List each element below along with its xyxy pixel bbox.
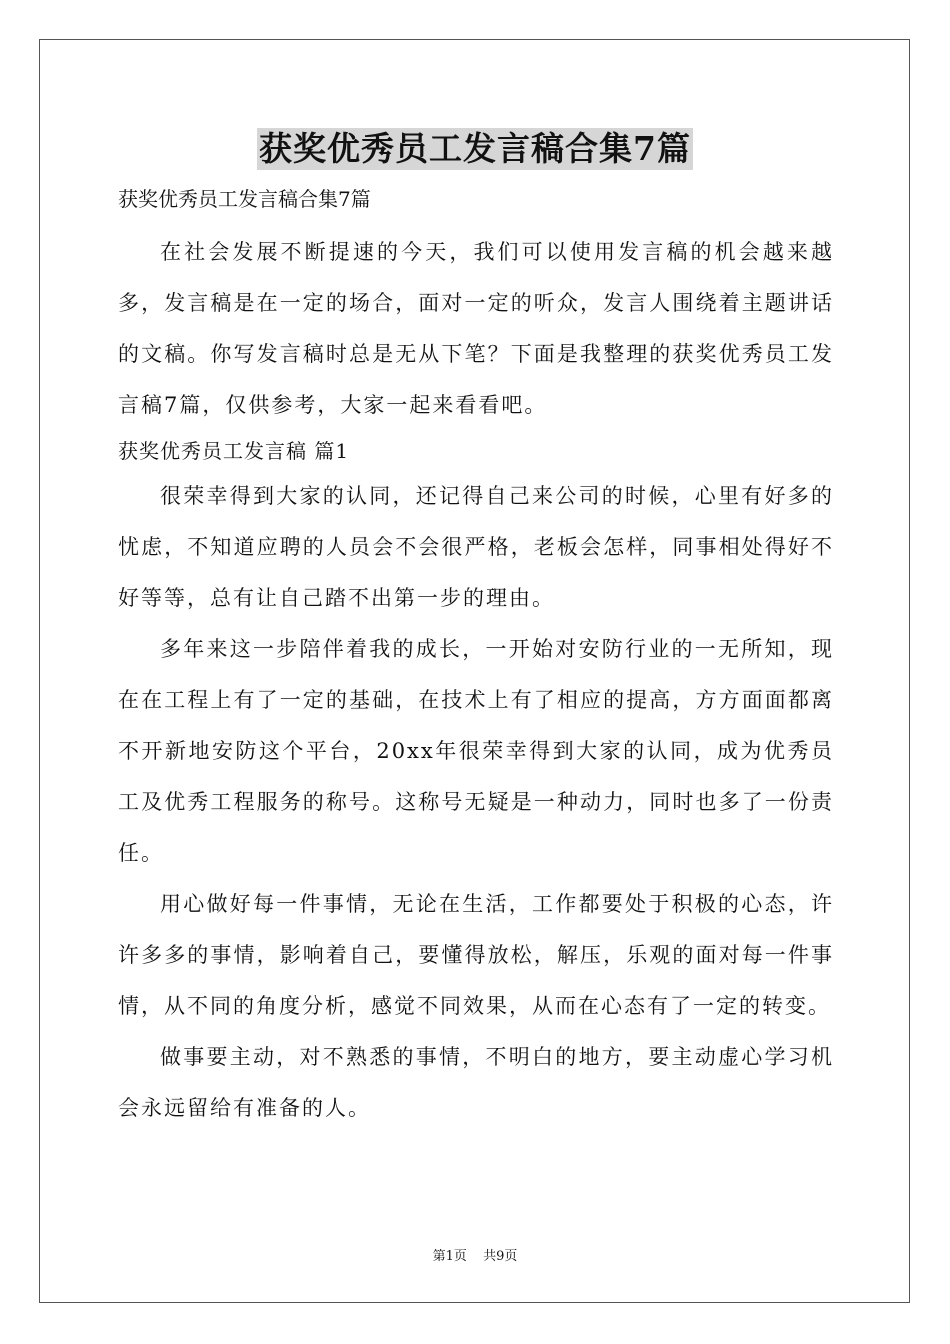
document-subtitle: 获奖优秀员工发言稿合集7篇 xyxy=(118,187,371,211)
page-total: 共9页 xyxy=(483,1249,518,1264)
page-footer xyxy=(0,1245,950,1264)
body-paragraph: 做事要主动，对不熟悉的事情，不明白的地方，要主动虚心学习机会永远留给有准备的人。 xyxy=(118,1045,834,1120)
body-paragraph: 很荣幸得到大家的认同，还记得自己来公司的时候，心里有好多的忧虑，不知道应聘的人员会不会很严格，老板会怎样，同事相处得好不好等等，总有让自己踏不出第一步的理由。 xyxy=(118,484,834,610)
body-paragraph: 用心做好每一件事情，无论在生活，工作都要处于积极的心态，许许多多的事情，影响着自己，要懂得放松，解压，乐观的面对每一件事情，从不同的角度分析，感觉不同效果，从而在心态有了一定的转变。 xyxy=(118,892,834,1018)
section-heading: 获奖优秀员工发言稿 篇1 xyxy=(118,439,350,463)
intro-paragraph: 在社会发展不断提速的今天，我们可以使用发言稿的机会越来越多，发言稿是在一定的场合，面对一定的听众，发言人围绕着主题讲话的文稿。你写发言稿时总是无从下笔？下面是我整理的获奖优秀员工发言稿7篇，仅供参考，大家一起来看看吧。 xyxy=(118,240,834,417)
document-body xyxy=(118,227,834,1134)
document-title: 获奖优秀员工发言稿合集7篇 xyxy=(259,129,691,168)
body-paragraph: 多年来这一步陪伴着我的成长，一开始对安防行业的一无所知，现在在工程上有了一定的基础，在技术上有了相应的提高，方方面面都离不开新地安防这个平台，20xx年很荣幸得到大家的认同，成为优秀员工及优秀工程服务的称号。这称号无疑是一种动力，同时也多了一份责任。 xyxy=(118,637,834,865)
title-wrap xyxy=(0,128,950,170)
page-number: 第1页 xyxy=(432,1249,467,1264)
